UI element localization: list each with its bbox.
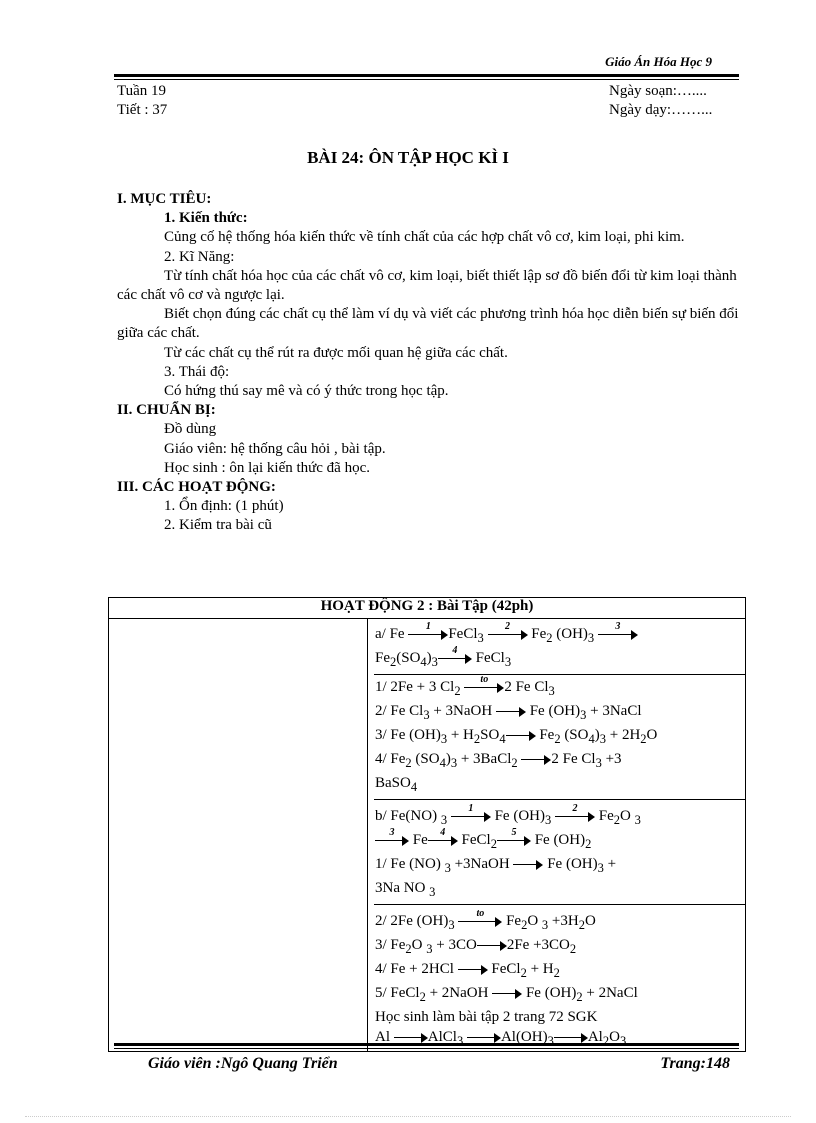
arrow-icon: [467, 1033, 501, 1043]
exercise-column: [368, 619, 746, 1052]
activity-table: [108, 597, 746, 1052]
arrow-icon: [496, 707, 526, 717]
equation-a4: 4/ $Fe_2$ $(SO_4)_3$ + 3BaCl$_2$ 2 Fe $Cl_3 +3$: [375, 751, 622, 770]
skills-text-1: Từ tính chất hóa học của các chất vô cơ, kim loại, biết thiết lập sơ đồ biến đổi từ kim loại thành các chất vô cơ và ngược lại.: [117, 267, 737, 304]
scheme-b-cont: 3 Fe 4 FeCl$_2$ 5 Fe $(OH)_2$: [375, 830, 745, 854]
activities-heading: III. CÁC HOẠT ĐỘNG:: [117, 479, 276, 496]
heat-arrow-icon: to: [458, 917, 502, 927]
equation-b4: 4/ Fe + 2HCl FeCl$_2$ + $H_2$: [375, 961, 560, 980]
divider: [374, 904, 746, 905]
arrow-icon: [506, 731, 536, 741]
footer-teacher: Giáo viên :Ngô Quang Triển: [148, 1055, 338, 1072]
objectives-heading: I. MỤC TIÊU:: [117, 191, 212, 207]
knowledge-text: Củng cố hệ thống hóa kiến thức về tính chất của các hợp chất vô cơ, kim loại, phi kim.: [164, 229, 685, 246]
equation-b3: 3/ $Fe_2O$ $_3$ + 3CO $2Fe +3CO_2$: [375, 937, 577, 956]
footer-rule: [114, 1043, 739, 1049]
arrow-icon: 5: [497, 836, 531, 846]
skills-text-2: Biết chọn đúng các chất cụ thể làm ví dụ và viết các phương trình hóa học diễn biến sự biến đổi giữa các chất.: [117, 306, 739, 342]
scheme-a-prefix: a/ Fe: [375, 626, 405, 642]
table-header: HOẠT ĐỘNG 2 : Bài Tập (42ph): [109, 598, 746, 619]
arrow-icon: [554, 1033, 588, 1043]
equation-b5: 5/ FeCl$_2$ + 2NaOH Fe $(OH)_2$ + 2NaCl: [375, 985, 638, 1004]
arrow-icon: 3: [598, 630, 638, 640]
arrow-icon: 2: [488, 630, 528, 640]
knowledge-heading: 1. Kiến thức:: [164, 210, 248, 227]
preparation-student: Học sinh : ôn lại kiến thức đã học.: [164, 459, 371, 476]
header-rule: [114, 74, 739, 80]
lesson-title: BÀI 24: ÔN TẬP HỌC KÌ I: [307, 148, 509, 167]
arrow-icon: [492, 989, 522, 999]
heat-arrow-icon: to: [464, 683, 504, 693]
preparation-tools: Đồ dùng: [164, 421, 217, 438]
arrow-icon: 2: [555, 812, 595, 822]
scheme-a-cont: $Fe_2(SO_4)_3$ 4 FeCl$_3$: [375, 644, 512, 669]
arrow-icon: 1: [408, 630, 448, 640]
arrow-icon: 4: [428, 836, 458, 846]
lesson-body: [117, 190, 742, 536]
arrow-icon: 4: [438, 654, 472, 664]
activity-step-1: 1. Ổn định: (1 phút): [164, 498, 284, 515]
arrow-icon: [521, 755, 551, 765]
equation-b2: 2/ 2Fe $(OH)_3$ to $Fe_2O$ $_3 +3H_2O$: [375, 907, 596, 932]
arrow-icon: 1: [451, 812, 491, 822]
arrow-icon: [477, 941, 507, 951]
scheme-b: b/ Fe(NO) $_3$ 1 Fe $(OH)_3$ 2 $Fe_2O$ $_3$: [375, 802, 641, 827]
page-edge: [25, 1116, 791, 1117]
period-label: Tiết : 37: [117, 102, 168, 118]
divider: [374, 674, 746, 675]
attitude-heading: 3. Thái độ:: [164, 363, 230, 380]
equation-a3: 3/ Fe $(OH)_3 + H_2SO_4$ $Fe_2$ $(SO_4)_3 + 2H_2O$: [375, 727, 658, 746]
footer-page: Trang:148: [660, 1055, 730, 1072]
teach-date: Ngày dạy:……...: [609, 102, 713, 118]
scheme-a: a/ Fe 1 FeCl$_3$ 2 $Fe_2$ $(OH)_3$ 3: [375, 624, 745, 648]
equation-b1-cont: 3Na NO $_3$: [375, 880, 436, 899]
arrow-icon: [458, 965, 488, 975]
teacher-student-column: [109, 619, 368, 1052]
scheme-al: Al AlCl$_3$ $Al(OH)_3$ $Al_2O_3$: [375, 1029, 627, 1048]
header-title: Giáo Án Hóa Học 9: [605, 54, 712, 69]
arrow-icon: [394, 1033, 428, 1043]
skills-text-3: Từ các chất cụ thể rút ra được mối quan hệ giữa các chất.: [164, 344, 508, 361]
arrow-icon: 3: [375, 836, 409, 846]
prep-date: Ngày soạn:…....: [609, 83, 707, 99]
activity-step-2: 2. Kiểm tra bài cũ: [164, 517, 272, 534]
arrow-icon: [513, 860, 543, 870]
equation-a1: 1/ 2Fe + 3 $Cl_2$ to 2 Fe $Cl_3$: [375, 673, 555, 698]
equation-b1: 1/ Fe (NO) $_3$ +3NaOH Fe $(OH)_3$ +: [375, 856, 617, 875]
attitude-text: Có hứng thú say mê và có ý thức trong học tập.: [164, 383, 449, 400]
equation-a4-cont: BaSO$_4$: [375, 775, 418, 794]
preparation-heading: II. CHUẨN BỊ:: [117, 402, 216, 419]
skills-heading: 2. Kĩ Năng:: [164, 248, 235, 265]
homework-note: Học sinh làm bài tập 2 trang 72 SGK: [375, 1009, 598, 1025]
equation-a2: 2/ Fe $Cl_3$ + 3NaOH Fe $(OH)_3$ + 3NaCl: [375, 703, 642, 722]
week-label: Tuần 19: [117, 83, 167, 99]
preparation-teacher: Giáo viên: hệ thống câu hỏi , bài tập.: [164, 440, 386, 457]
